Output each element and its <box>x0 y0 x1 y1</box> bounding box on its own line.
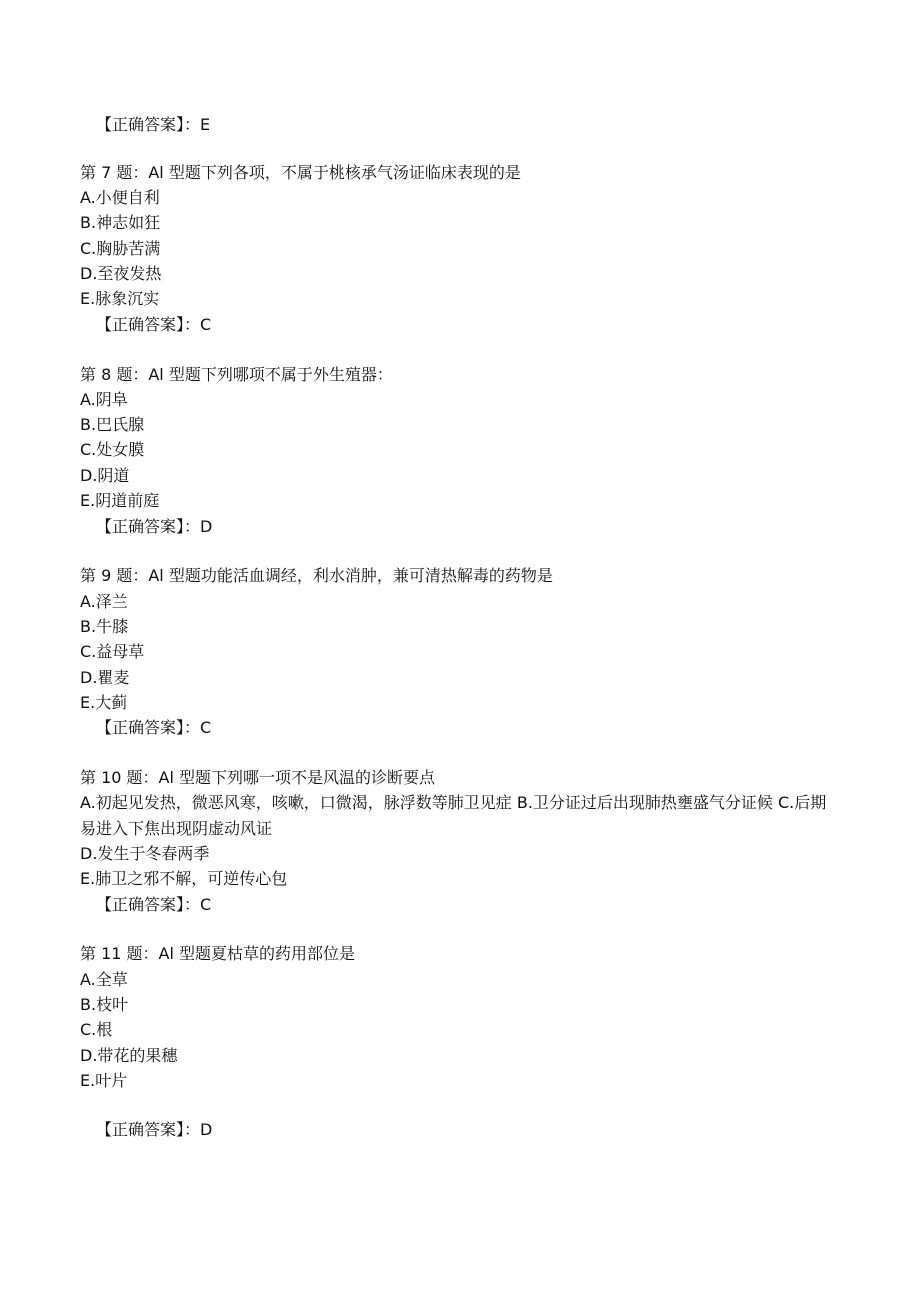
question-10-stem: 第 10 题：Al 型题下列哪一项不是风温的诊断要点 <box>80 768 436 787</box>
question-8-option-e: E.阴道前庭 <box>80 491 160 510</box>
question-8-option-b: B.巴氏腺 <box>80 415 145 434</box>
question-7-option-e: E.脉象沉实 <box>80 289 160 308</box>
question-7-stem: 第 7 题：Al 型题下列各项，不属于桃核承气汤证临床表现的是 <box>80 163 521 182</box>
question-11-stem: 第 11 题：Al 型题夏枯草的药用部位是 <box>80 944 356 963</box>
question-11-option-c: C.根 <box>80 1020 113 1039</box>
question-10-options-abc: A.初起见发热，微恶风寒，咳嗽，口微渴，脉浮数等肺卫见症 B.卫分证过后出现肺热壅盛气分证候 C.后期易进入下焦出现阴虚动风证 <box>80 793 827 838</box>
question-10-option-e: E.肺卫之邪不解，可逆传心包 <box>80 869 288 888</box>
question-9-option-b: B.牛膝 <box>80 617 129 636</box>
question-7-option-c: C.胸胁苦满 <box>80 239 161 258</box>
answer-q7: 【正确答案】：C <box>96 315 212 334</box>
answer-q8: 【正确答案】：D <box>96 517 213 536</box>
question-8-option-c: C.处女膜 <box>80 440 145 459</box>
question-10-option-d: D.发生于冬春两季 <box>80 844 210 863</box>
question-11-option-e: E.叶片 <box>80 1071 128 1090</box>
answer-q9: 【正确答案】：C <box>96 718 212 737</box>
question-9-option-e: E.大蓟 <box>80 693 128 712</box>
question-9-option-a: A.泽兰 <box>80 592 128 611</box>
question-9-option-d: D.瞿麦 <box>80 668 130 687</box>
answer-q10: 【正确答案】：C <box>96 895 212 914</box>
question-7-option-a: A.小便自利 <box>80 188 160 207</box>
question-8-stem: 第 8 题：Al 型题下列哪项不属于外生殖器： <box>80 365 393 384</box>
question-11-option-b: B.枝叶 <box>80 995 129 1014</box>
answer-q11: 【正确答案】：D <box>96 1120 213 1139</box>
question-9-stem: 第 9 题：Al 型题功能活血调经，利水消肿，兼可清热解毒的药物是 <box>80 566 553 585</box>
question-9-option-c: C.益母草 <box>80 642 145 661</box>
question-11-option-d: D.带花的果穗 <box>80 1046 178 1065</box>
question-7-option-b: B.神志如狂 <box>80 213 161 232</box>
question-7-option-d: D.至夜发热 <box>80 264 162 283</box>
question-8-option-d: D.阴道 <box>80 466 130 485</box>
question-11-option-a: A.全草 <box>80 970 128 989</box>
answer-q6: 【正确答案】：E <box>96 115 211 134</box>
question-8-option-a: A.阴阜 <box>80 390 128 409</box>
